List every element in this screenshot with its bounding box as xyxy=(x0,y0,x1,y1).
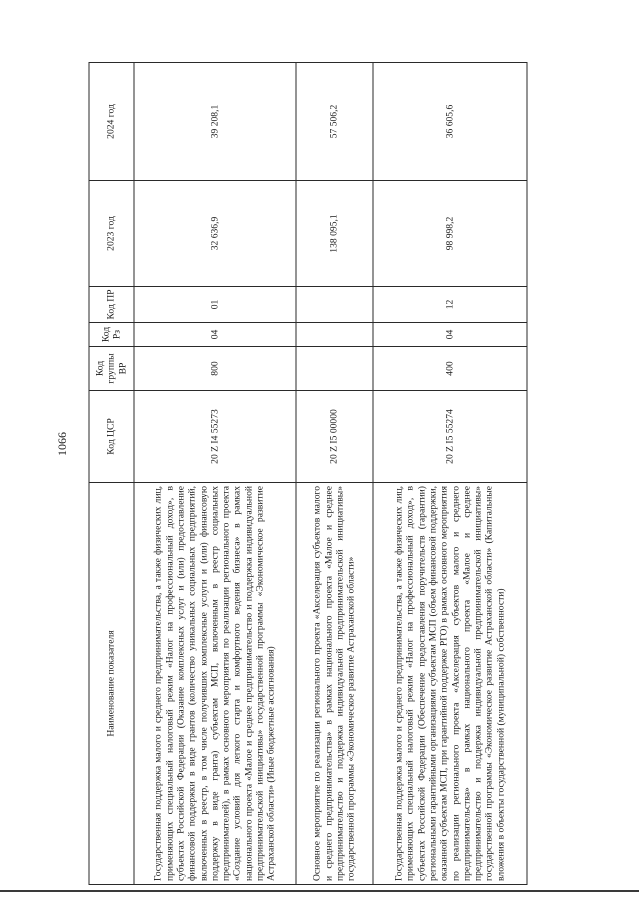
row-name: Государственная поддержка малого и среднего предпринимательства, а также физических лиц, применяющих специальный налоговый режим «Налог на профессиональный доход», в субъектах Российской Федерации (Обеспечение предоставления поручительств (гарантии) региональными гарантийными организациями субъектам МСП (объем финансовой поддержки, оказанной субъектам МСП, при гарантийной поддержке РГО) в рамках основного мероприятия по реализации регионального проекта «Акселерация субъектов малого и среднего предпринимательства» в рамках национального проекта «Малое и среднее предпринимательство и поддержка индивидуальной предпринимательской инициативы» государственной программы «Экономическое развитие Астраханской области» (Капитальные вложения в объекты государственной (муниципальной) собственности) xyxy=(373,483,527,885)
row-csr: 20 Z I5 00000 xyxy=(296,391,373,483)
row-name: Государственная поддержка малого и среднего предпринимательства, а также физических лиц, применяющих специальный налоговый режим «Налог на профессиональный доход», в субъектах Российской Федерации (Оказание комплексных услуг и (или) предоставление финансовой поддержки в виде грантов (количество уникальных социальных предприятий, включенных в реестр, в том числе получивших комплексные услуги и (или) финансовую поддержку в виде гранта) субъектам МСП, включенным в реестр социальных предпринимателей), в рамках основного мероприятия по реализации регионального проекта «Создание условий для легкого старта и комфортного ведения бизнеса» в рамках национального проекта «Малое и среднее предпринимательство и поддержка индивидуальной предпринимательской инициативы» государственной программы «Экономическое развитие Астраханской области» (Иные бюджетные ассигнования) xyxy=(134,483,296,885)
header-name: Наименование показателя xyxy=(89,483,134,885)
row-rz xyxy=(296,323,373,347)
footer-rule xyxy=(0,890,639,892)
budget-table xyxy=(89,62,528,885)
header-csr: Код ЦСР xyxy=(89,391,134,483)
budget-table-container xyxy=(89,63,528,885)
row-csr: 20 Z I4 55273 xyxy=(134,391,296,483)
row-2023: 32 636,9 xyxy=(134,181,296,287)
row-vr: 800 xyxy=(134,347,296,391)
table-row xyxy=(296,63,373,885)
row-pr xyxy=(296,287,373,323)
row-rz: 04 xyxy=(373,323,527,347)
header-2024: 2024 год xyxy=(89,63,134,181)
table-row xyxy=(134,63,296,885)
row-2023: 138 095,1 xyxy=(296,181,373,287)
header-rz: Код Рз xyxy=(89,323,134,347)
header-vr: Код группы ВР xyxy=(89,347,134,391)
header-pr: Код ПР xyxy=(89,287,134,323)
row-vr xyxy=(296,347,373,391)
row-2024: 57 506,2 xyxy=(296,63,373,181)
table-row xyxy=(373,63,527,885)
header-2023: 2023 год xyxy=(89,181,134,287)
page-number: 1066 xyxy=(55,432,69,456)
row-csr: 20 Z I5 55274 xyxy=(373,391,527,483)
row-vr: 400 xyxy=(373,347,527,391)
row-2024: 36 605,6 xyxy=(373,63,527,181)
row-pr: 01 xyxy=(134,287,296,323)
row-2024: 39 208,1 xyxy=(134,63,296,181)
row-pr: 12 xyxy=(373,287,527,323)
row-name: Основное мероприятие по реализации регионального проекта «Акселерация субъектов малого и среднего предпринимательства» в рамках национального проекта «Малое и среднее предпринимательство и поддержка индивидуальной предпринимательской инициативы» государственной программы «Экономическое развитие Астраханской области» xyxy=(296,483,373,885)
row-2023: 98 998,2 xyxy=(373,181,527,287)
row-rz: 04 xyxy=(134,323,296,347)
table-header-row xyxy=(89,63,134,885)
